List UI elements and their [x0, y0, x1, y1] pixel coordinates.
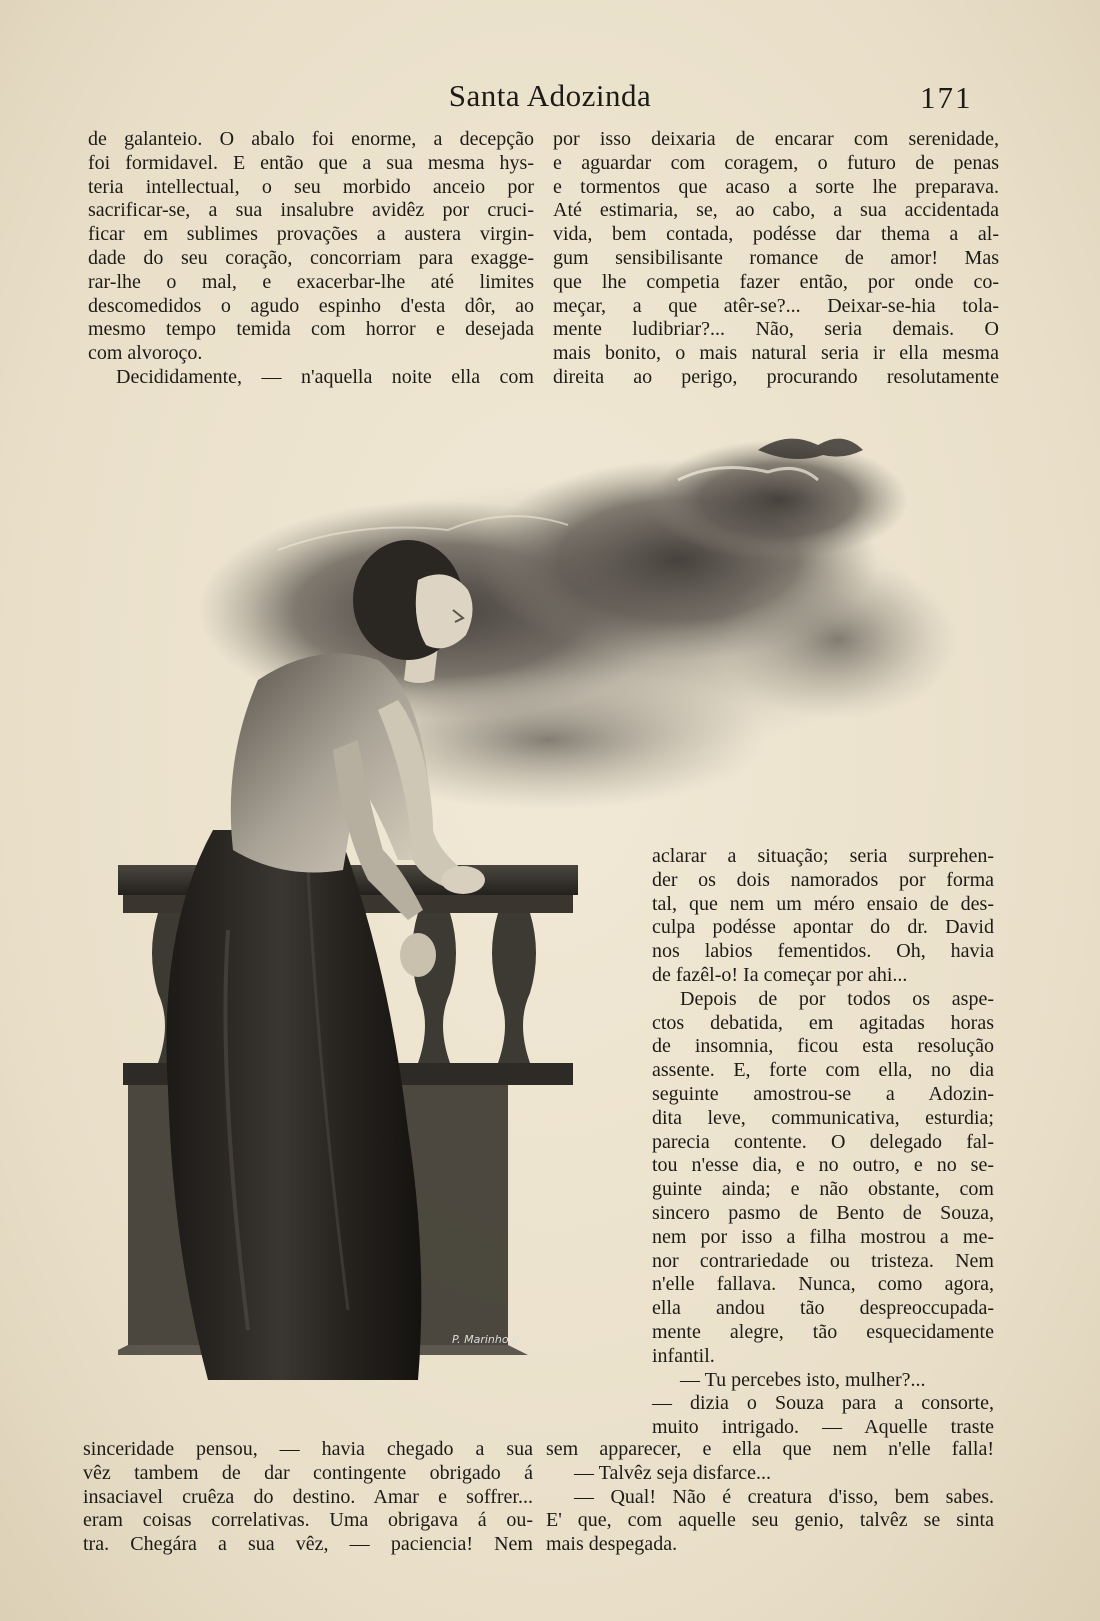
text-line: meçar, a que atêr-se?... Deixar-se-hia tola- [553, 294, 999, 317]
text-line: com alvoroço. [88, 342, 203, 365]
text-line: — dizia o Souza para a consorte, [652, 1392, 994, 1415]
text-line: sem apparecer, e ella que nem n'elle falla! [546, 1438, 994, 1460]
left-column-bottom [83, 1438, 533, 1557]
text-line: Decididamente, — n'aquella noite ella com [116, 365, 534, 388]
text-line: de fazêl-o! Ia começar por ahi... [652, 963, 908, 986]
text-line: vida, bem contada, podésse dar thema a al- [553, 223, 999, 246]
text-line: guinte ainda; e não obstante, com [652, 1178, 994, 1201]
text-line: assente. E, forte com ella, no dia [652, 1059, 994, 1082]
text-line: aclarar a situação; seria surprehen- [652, 845, 994, 867]
text-line: n'elle fallava. Nunca, como agora, [652, 1273, 994, 1296]
text-line: der os dois namorados por forma [652, 868, 994, 891]
text-line: mais bonito, o mais natural seria ir ella mesma [553, 342, 999, 365]
text-line: nor contrariedade ou tristeza. Nem [652, 1249, 994, 1272]
running-head-title: Santa Adozinda [448, 78, 652, 113]
dialogue-line: — Talvêz seja disfarce... [574, 1461, 772, 1484]
text-line: e tormentos que acaso a sorte lhe preparava. [553, 175, 999, 198]
dialogue-line: — Qual! Não é creatura d'isso, bem sabes. [574, 1485, 994, 1508]
text-line: que lhe competia fazer então, por onde co- [553, 270, 999, 293]
text-line: descomedidos o agudo espinho d'esta dôr, ao [88, 294, 534, 317]
text-line: rar-lhe o mal, e exacerbar-lhe até limites [88, 270, 534, 293]
text-line: infantil. [652, 1344, 715, 1367]
text-line: seguinte amostrou-se a Adozin- [652, 1082, 994, 1105]
text-line: Depois de por todos os aspe- [680, 987, 994, 1010]
right-column-bottom [546, 1438, 994, 1557]
text-line: mente alegre, tão esquecidamente [652, 1320, 994, 1343]
text-line: sincero pasmo de Bento de Souza, [652, 1201, 994, 1224]
dialogue-line: — Tu percebes isto, mulher?... [680, 1368, 926, 1391]
text-line: mente ludibriar?... Não, seria demais. O [553, 318, 999, 341]
text-line: tra. Chegára a sua vêz, — paciencia! Nem [83, 1533, 533, 1556]
text-line: E' que, com aquelle seu genio, talvêz se sinta [546, 1509, 994, 1532]
text-line: parecia contente. O delegado fal- [652, 1130, 994, 1153]
right-column-top [553, 128, 999, 390]
right-column-middle [652, 845, 994, 1440]
text-line: nos labios fementidos. Oh, havia [652, 940, 994, 963]
text-line: ella andou tão despreoccupada- [652, 1297, 994, 1320]
text-line: direita ao perigo, procurando resolutamente [553, 365, 999, 388]
left-column-top [88, 128, 534, 390]
text-line: de galanteio. O abalo foi enorme, a decepção [88, 128, 534, 150]
text-line: insaciavel cruêza do destino. Amar e soffrer... [83, 1485, 533, 1508]
text-line: tal, que nem um méro ensaio de des- [652, 892, 994, 915]
text-line: dade do seu coração, concorriam para exagge- [88, 246, 534, 269]
text-line: teria intellectual, o seu morbido anceio por [88, 175, 534, 198]
text-line: dita leve, communicativa, esturdia; [652, 1106, 994, 1129]
text-line: muito intrigado. — Aquelle traste [652, 1416, 994, 1439]
text-line: ficar em sublimes provações a austera virgin- [88, 223, 534, 246]
illustrator-signature: P. Marinho Jr. [452, 1333, 523, 1346]
text-line: vêz tambem de dar contingente obrigado á [83, 1461, 533, 1484]
text-line: Até estimaria, se, ao cabo, a sua accidentada [553, 199, 999, 222]
text-line: por isso deixaria de encarar com serenidade, [553, 128, 999, 150]
text-line: eram coisas correlativas. Uma obrigava á ou- [83, 1509, 533, 1532]
text-line: sacrificar-se, a sua insalubre avidêz por cruci- [88, 199, 534, 222]
text-line: ctos debatida, em agitadas horas [652, 1011, 994, 1034]
text-line: gum sensibilisante romance de amor! Mas [553, 246, 999, 269]
text-line: nem por isso a filha mostrou a me- [652, 1225, 994, 1248]
text-line: de insomnia, ficou esta resolução [652, 1035, 994, 1058]
text-line: sinceridade pensou, — havia chegado a sua [83, 1438, 533, 1460]
page-number: 171 [920, 80, 973, 115]
text-line: culpa podésse apontar do dr. David [652, 916, 994, 939]
text-line: foi formidavel. E então que a sua mesma hys- [88, 151, 534, 174]
text-line: tou n'esse dia, e no outro, e no se- [652, 1154, 994, 1177]
text-line: mesmo tempo temida com horror e desejada [88, 318, 534, 341]
text-line: e aguardar com coragem, o futuro de penas [553, 151, 999, 174]
text-line: mais despegada. [546, 1533, 678, 1556]
